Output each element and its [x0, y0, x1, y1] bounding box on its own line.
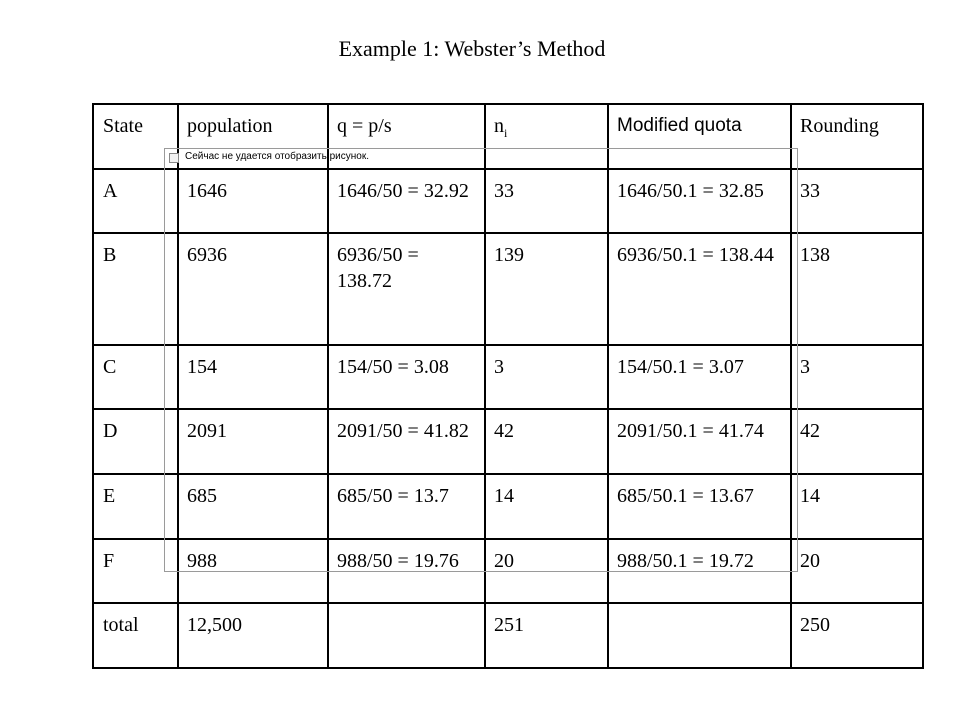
cell-quota [328, 603, 485, 668]
cell-modified-quota [608, 603, 791, 668]
cell-population: 1646 [178, 169, 328, 234]
broken-image-message: Сейчас не удается отобразить рисунок. [185, 151, 369, 162]
cell-rounding: 33 [791, 169, 923, 234]
cell-population: 154 [178, 345, 328, 410]
cell-modified-quota: 988/50.1 = 19.72 [608, 539, 791, 604]
apportionment-table [92, 103, 924, 669]
cell-population: 685 [178, 474, 328, 539]
cell-population: 6936 [178, 233, 328, 344]
cell-modified-quota: 1646/50.1 = 32.85 [608, 169, 791, 234]
cell-quota: 1646/50 = 32.92 [328, 169, 485, 234]
cell-state: D [93, 409, 178, 474]
cell-population: 12,500 [178, 603, 328, 668]
table-row [93, 539, 923, 604]
cell-ni: 33 [485, 169, 608, 234]
table-row [93, 474, 923, 539]
header-quota: q = p/s [328, 104, 485, 169]
cell-population: 2091 [178, 409, 328, 474]
header-ni-base: n [494, 115, 504, 137]
header-state: State [93, 104, 178, 169]
header-ni [485, 104, 608, 169]
cell-rounding: 20 [791, 539, 923, 604]
cell-rounding: 250 [791, 603, 923, 668]
cell-quota: 6936/50 = 138.72 [328, 233, 485, 344]
header-population: population [178, 104, 328, 169]
cell-state: total [93, 603, 178, 668]
cell-state: F [93, 539, 178, 604]
table-row [93, 169, 923, 234]
cell-ni: 251 [485, 603, 608, 668]
cell-ni: 139 [485, 233, 608, 344]
cell-ni: 14 [485, 474, 608, 539]
cell-state: B [93, 233, 178, 344]
table-row [93, 233, 923, 344]
cell-state: C [93, 345, 178, 410]
page-title: Example 1: Webster’s Method [338, 36, 606, 61]
cell-rounding: 138 [791, 233, 923, 344]
cell-rounding: 42 [791, 409, 923, 474]
cell-rounding: 14 [791, 474, 923, 539]
table-total-row [93, 603, 923, 668]
cell-modified-quota: 2091/50.1 = 41.74 [608, 409, 791, 474]
cell-rounding: 3 [791, 345, 923, 410]
table-row [93, 409, 923, 474]
cell-quota: 988/50 = 19.76 [328, 539, 485, 604]
table-row [93, 345, 923, 410]
header-rounding: Rounding [791, 104, 923, 169]
cell-ni: 3 [485, 345, 608, 410]
table-header-row [93, 104, 923, 169]
cell-modified-quota: 6936/50.1 = 138.44 [608, 233, 791, 344]
header-ni-subscript: i [504, 126, 508, 140]
cell-quota: 154/50 = 3.08 [328, 345, 485, 410]
cell-quota: 2091/50 = 41.82 [328, 409, 485, 474]
cell-quota: 685/50 = 13.7 [328, 474, 485, 539]
cell-state: E [93, 474, 178, 539]
cell-ni: 20 [485, 539, 608, 604]
cell-state: A [93, 169, 178, 234]
cell-ni: 42 [485, 409, 608, 474]
cell-population: 988 [178, 539, 328, 604]
cell-modified-quota: 154/50.1 = 3.07 [608, 345, 791, 410]
header-modified-quota: Modified quota [608, 104, 791, 169]
cell-modified-quota: 685/50.1 = 13.67 [608, 474, 791, 539]
apportionment-table-container [92, 103, 922, 669]
